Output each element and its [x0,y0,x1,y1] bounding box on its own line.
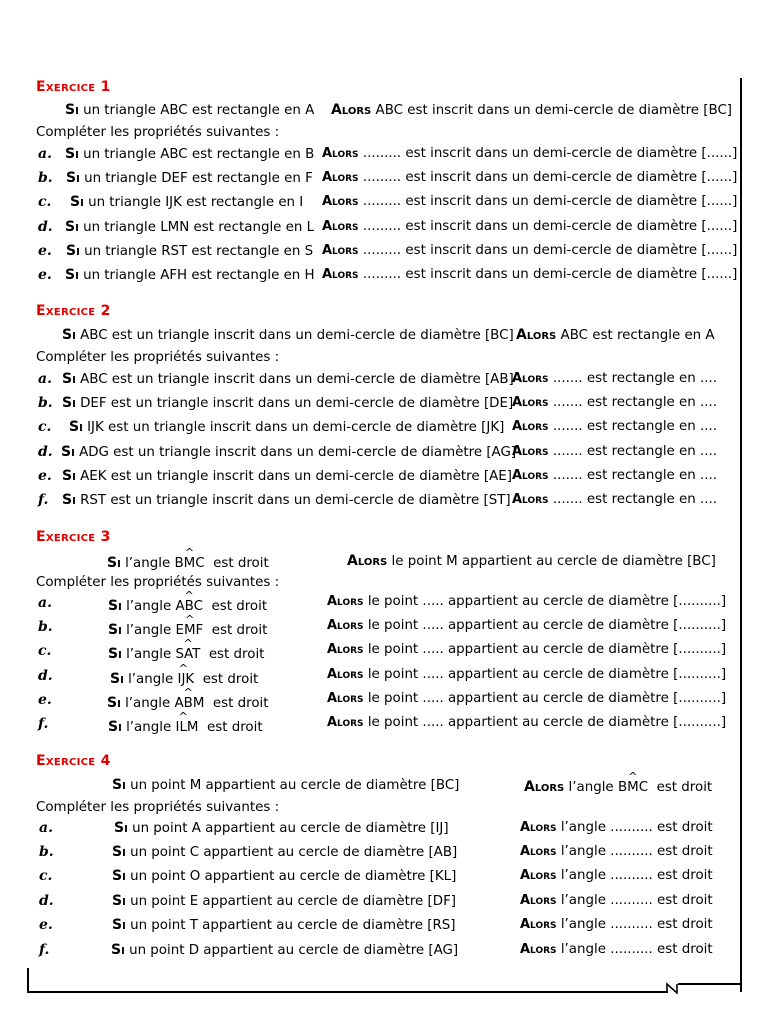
ex2-item-condition: Si ABC est un triangle inscrit dans un demi-cercle de diamètre [AB] [62,371,514,387]
angle-notation: A ^ BC [175,589,203,614]
ex4-item-conclusion: Alors l’angle .......... est droit [520,820,713,835]
ex3-item-condition: Si l’angle E ^ MF est droit [108,613,268,638]
ex3-item-label: f. [38,716,49,732]
ex3-model-condition: Si l’angle B ^ MC est droit [107,546,269,571]
ex2-item-condition: Si DEF est un triangle inscrit dans un demi-cercle de diamètre [DE] [62,395,514,411]
ex2-item-conclusion: Alors ....... est rectangle en .... [512,395,718,410]
ex3-item-conclusion: Alors le point ..... appartient au cercle de diamètre [..........] [327,642,727,657]
ex2-model-conclusion: Alors ABC est rectangle en A [516,327,715,343]
ex4-item-condition: Si un point O appartient au cercle de diamètre [KL] [112,868,457,884]
ex4-item-label: e. [39,917,53,933]
ex3-instruction: Compléter les propriétés suivantes : [36,575,280,590]
ex2-item-label: a. [38,371,52,387]
page-frame-bottom [27,991,668,993]
ex2-item-conclusion: Alors ....... est rectangle en .... [512,371,718,386]
ex2-item-label: e. [38,468,52,484]
page-frame-right [740,78,742,992]
ex4-item-conclusion: Alors l’angle .......... est droit [520,917,713,932]
ex2-item-conclusion: Alors ....... est rectangle en .... [512,492,718,507]
exercise-3-title: Exercice 3 [36,529,111,545]
ex4-model-angle: B ^ MC [617,770,649,795]
ex3-item-condition: Si l’angle I ^ LM est droit [108,710,263,735]
ex2-item-label: d. [38,444,53,460]
ex1-instruction: Compléter les propriétés suivantes : [36,125,280,140]
ex2-model-condition: Si ABC est un triangle inscrit dans un demi-cercle de diamètre [BC] [62,327,514,343]
ex3-item-label: a. [38,595,52,611]
ex1-item-conclusion: Alors ......... est inscrit dans un demi-cercle de diamètre [......] [322,219,738,234]
ex1-item-condition: Si un triangle LMN est rectangle en L [65,219,315,235]
exercise-1-title: Exercice 1 [36,79,111,95]
ex2-item-conclusion: Alors ....... est rectangle en .... [512,419,718,434]
ex3-item-label: d. [38,668,53,684]
ex2-item-condition: Si AEK est un triangle inscrit dans un demi-cercle de diamètre [AE] [62,468,512,484]
exercise-2-title: Exercice 2 [36,303,111,319]
ex1-item-label: d. [38,219,53,235]
ex3-item-conclusion: Alors le point ..... appartient au cercle de diamètre [..........] [327,715,727,730]
ex1-item-conclusion: Alors ......... est inscrit dans un demi-cercle de diamètre [......] [322,146,738,161]
ex3-item-label: c. [38,643,52,659]
ex3-item-label: e. [38,692,52,708]
ex4-model-conclusion: Alors l’angle B ^ MC est droit [524,770,713,795]
ex2-item-conclusion: Alors ....... est rectangle en .... [512,444,718,459]
ex1-item-label: b. [38,170,53,186]
ex4-item-label: b. [39,844,54,860]
exercise-4-title: Exercice 4 [36,753,111,769]
ex3-item-conclusion: Alors le point ..... appartient au cercle de diamètre [..........] [327,667,727,682]
ex2-item-condition: Si RST est un triangle inscrit dans un demi-cercle de diamètre [ST] [62,492,511,508]
ex2-item-label: f. [38,492,49,508]
ex4-item-conclusion: Alors l’angle .......... est droit [520,893,713,908]
ex1-item-condition: Si un triangle IJK est rectangle en I [70,194,304,210]
ex2-item-condition: Si IJK est un triangle inscrit dans un demi-cercle de diamètre [JK] [69,419,505,435]
ex1-item-condition: Si un triangle DEF est rectangle en F [66,170,313,186]
angle-notation: A ^ BM [174,686,205,711]
ex1-model-conclusion: Alors ABC est inscrit dans un demi-cercle de diamètre [BC] [331,102,733,118]
ex4-item-conclusion: Alors l’angle .......... est droit [520,868,713,883]
ex4-item-label: d. [39,893,54,909]
ex1-model-condition: Si un triangle ABC est rectangle en A [65,102,315,118]
ex1-item-label: e. [38,267,52,283]
ex4-item-label: a. [39,820,53,836]
page-frame-left-tick [27,968,29,992]
angle-notation: I ^ JK [177,662,195,687]
ex4-model-condition: Si un point M appartient au cercle de diamètre [BC] [112,777,460,793]
angle-notation: I ^ LM [175,710,199,735]
ex4-item-condition: Si un point D appartient au cercle de diamètre [AG] [111,942,459,958]
ex2-item-label: b. [38,395,53,411]
ex3-item-conclusion: Alors le point ..... appartient au cercle de diamètre [..........] [327,691,727,706]
ex4-item-condition: Si un point A appartient au cercle de diamètre [IJ] [114,820,449,836]
ex2-item-conclusion: Alors ....... est rectangle en .... [512,468,718,483]
ex3-item-condition: Si l’angle I ^ JK est droit [110,662,259,687]
ex4-item-conclusion: Alors l’angle .......... est droit [520,942,713,957]
ex1-item-label: e. [38,243,52,259]
ex4-item-label: c. [39,868,53,884]
ex4-item-condition: Si un point T appartient au cercle de diamètre [RS] [112,917,456,933]
angle-notation: S ^ AT [175,637,201,662]
ex2-item-condition: Si ADG est un triangle inscrit dans un demi-cercle de diamètre [AG] [61,444,517,460]
ex2-item-label: c. [38,419,52,435]
ex2-instruction: Compléter les propriétés suivantes : [36,350,280,365]
ex3-item-condition: Si l’angle A ^ BC est droit [108,589,268,614]
page-frame-bottom-right [678,983,742,985]
ex3-model-angle: B ^ MC [174,546,205,571]
ex1-item-conclusion: Alors ......... est inscrit dans un demi-cercle de diamètre [......] [322,170,738,185]
ex3-item-conclusion: Alors le point ..... appartient au cercle de diamètre [..........] [327,594,727,609]
ex3-model-conclusion: Alors le point M appartient au cercle de diamètre [BC] [347,553,716,569]
ex1-item-label: a. [38,146,52,162]
ex1-item-conclusion: Alors ......... est inscrit dans un demi-cercle de diamètre [......] [322,243,738,258]
ex3-item-label: b. [38,619,53,635]
ex4-item-condition: Si un point E appartient au cercle de diamètre [DF] [112,893,457,909]
ex1-item-condition: Si un triangle RST est rectangle en S [66,243,314,259]
ex4-instruction: Compléter les propriétés suivantes : [36,800,280,815]
ex3-item-condition: Si l’angle S ^ AT est droit [108,637,265,662]
ex3-item-condition: Si l’angle A ^ BM est droit [107,686,269,711]
ex1-item-label: c. [38,194,52,210]
ex1-item-conclusion: Alors ......... est inscrit dans un demi-cercle de diamètre [......] [322,194,738,209]
ex1-item-condition: Si un triangle ABC est rectangle en B [65,146,315,162]
ex1-item-condition: Si un triangle AFH est rectangle en H [65,267,315,283]
ex3-item-conclusion: Alors le point ..... appartient au cercle de diamètre [..........] [327,618,727,633]
ex4-item-condition: Si un point C appartient au cercle de diamètre [AB] [112,844,458,860]
ex4-item-conclusion: Alors l’angle .......... est droit [520,844,713,859]
ex1-item-conclusion: Alors ......... est inscrit dans un demi-cercle de diamètre [......] [322,267,738,282]
angle-notation: E ^ MF [175,613,204,638]
ex4-item-label: f. [39,942,50,958]
